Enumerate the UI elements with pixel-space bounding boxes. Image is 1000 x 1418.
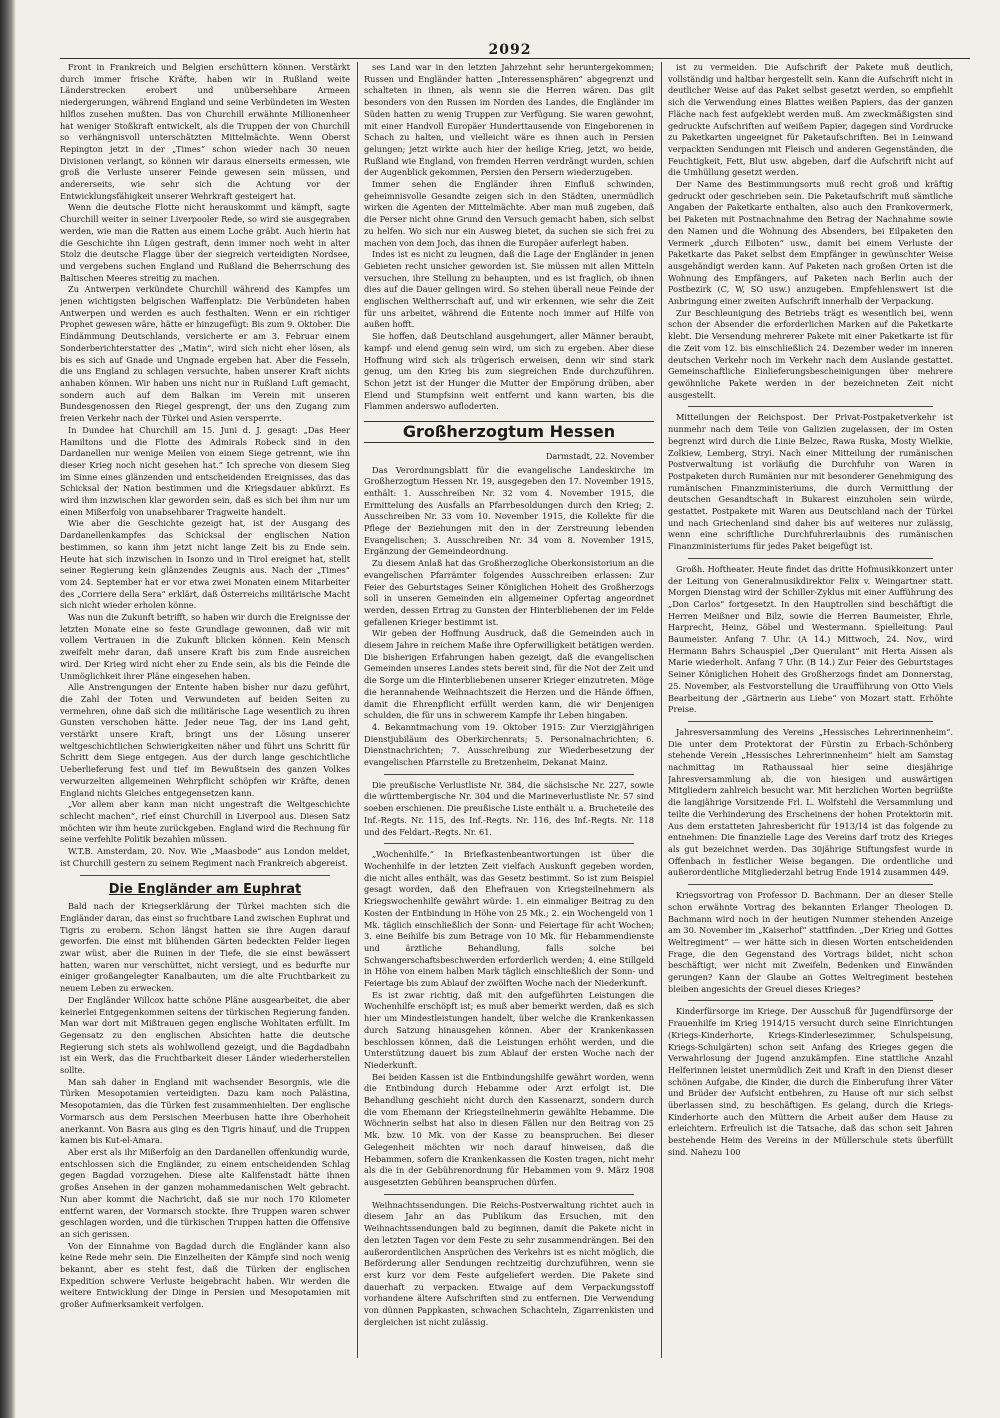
article-paragraph: Alle Anstrengungen der Entente haben bisher nur dazu geführt, die Zahl der Toten und Verwundeten auf beiden Seiten zu vermehren, ohne daß sich die militärische Lage wesentlich zu ihren Gunsten verschoben hätte. Jeder neue Tag, der ins Land geht, verstärkt unsere Kraft, bringt uns der Lösung unserer weltgeschichtlichen Schwierigkeiten näher und führt uns Schritt für Schritt dem Siege entgegen. Aus der durch lange geschichtliche Ueberlieferung fest und tief im Bewußtsein des ganzen Volkes verwurzelten allgemeinen Wehrpflicht schöpfen wir Kräfte, denen England nichts Gleiches entgegensetzen kann. bbox=[60, 682, 350, 798]
section-rule bbox=[688, 558, 933, 559]
notice-lehrerinnenheim: Jahresversammlung des Vereins „Hessisches Lehrerinnenheim“. Die unter dem Protektorat der Fürstin zu Erbach-Schönberg stehende Verein „Hessisches Lehrerinnenheim“ hielt am Samstag nachmittag im Rathaussaal hier seine diesjährige Jahresversammlung ab, die von hiesigen und auswärtigen Mitgliedern zahlreich besucht war. Mit herzlichen Worten begrüßte die langjährige Vorsitzende Frl. L. Wolfstehl die Versammlung und teilte die Verhinderung des Erscheinens der hohen Protektorin mit. Aus dem erstatteten Jahresbericht für 1913/14 ist das folgende zu entnehmen: Die finanzielle Lage des Vereins darf trotz des Krieges als gut bezeichnet werden. Das 30jährige Stiftungsfest wurde in Offenbach in festlicher Weise begangen. Die ordentliche und außerordentliche Mitgliederzahl betrug Ende 1914 zusammen 449. bbox=[668, 726, 953, 878]
article-paragraph: ist zu vermeiden. Die Aufschrift der Pakete muß deutlich, vollständig und haltbar hergestellt sein. Kann die Aufschrift nicht in deutlicher Weise auf das Paket selbst gesetzt werden, so empfiehlt sich die Verwendung eines Blattes weißen Papiers, das der ganzen Fläche nach fest aufgeklebt werden muß. Am zweckmäßigsten sind gedruckte Aufschriften auf weißem Papier, dagegen sind Vordrucke zu Paketkarten ungeeignet für Paketaufschriften. Bei in Leinwand verpackten Sendungen mit Fleisch und anderen Gegenständen, die Feuchtigkeit, Fett, Blut usw. abgeben, darf die Aufschrift nicht auf die Umhüllung gesetzt werden. bbox=[668, 62, 953, 178]
article-paragraph: Der Name des Bestimmungsorts muß recht groß und kräftig gedruckt oder geschrieben sein. Die Paketaufschrift muß sämtliche Angaben der Paketkarte enthalten, also auch den Frankovermerk, bei Paketen mit Postnachnahme den Betrag der Nachnahme sowie den Namen und die Wohnung des Absenders, bei Eilpaketen den Vermerk „durch Eilboten“ usw., damit bei einem Verluste der Paketkarte das Paket selbst dem Empfänger in gewünschter Weise ausgehändigt werden kann. Auf Paketen nach großen Orten ist die Wohnung des Empfängers, auf Paketen nach Berlin auch der Postbezirk (C, W, SO usw.) anzugeben. Empfehlenswert ist die Anbringung einer zweiten Aufschrift innerhalb der Verpackung. bbox=[668, 179, 953, 307]
section-rule bbox=[688, 884, 933, 885]
page-number: 2092 bbox=[488, 42, 532, 58]
article-paragraph: Bei beiden Kassen ist die Entbindungshilfe gewährt worden, wenn die Entbindung durch Hebamme oder Arzt erfolgt ist. Die Behandlung geschieht nicht durch den Kassenarzt, sondern durch die vom Ehemann der Kriegsteilnehmerin gewählte Hebamme. Die Wöchnerin selbst hat also in diesen Fällen nur den Beitrag von 25 Mk. bzw. 10 Mk. von der Kasse zu beanspruchen. Bei dieser Gelegenheit möchten wir noch darauf hinweisen, daß die Hebammen, sofern die Krankenkassen die Kosten tragen, nicht mehr als die in der Gebührenordnung für Hebammen vom 9. März 1908 ausgesetzten Gebühren beanspruchen dürfen. bbox=[364, 1071, 654, 1187]
column-divider bbox=[661, 62, 662, 1358]
article-paragraph: ses Land war in den letzten Jahrzehnt sehr heruntergekommen; Russen und Engländer hatten „Interessensphären“ abgegrenzt und schalteten in ihnen, als wenn sie die Herren wären. Das gilt besonders von den Russen im Norden des Landes, die Engländer im Süden hatten zu wenig Truppen zur Verfügung. Sie waren gewohnt, mit einer Handvoll Europäer Hunderttausende von Eingeborenen in Schach zu halten, und vielleicht wäre es ihnen auch in Persien gelungen; jetzt wirkte auch hier der heilige Krieg, jetzt, wo beide, Rußland wie England, von fremden Herren verdrängt wurden, schien der Augenblick gekommen, Persien den Persern wiederzugeben. bbox=[364, 62, 654, 178]
article-paragraph: Zur Beschleunigung des Betriebs trägt es wesentlich bei, wenn schon der Absender die erforderlichen Marken auf die Paketkarte klebt. Die Versendung mehrerer Pakete mit einer Paketkarte ist für die Zeit vom 12. bis einschließlich 24. Dezember weder im inneren deutschen Verkehr noch im Verkehr nach dem Auslande gestattet. Gemeinschaftliche Einlieferungsbescheinigungen über mehrere gewöhnliche Pakete werden in der bezeichneten Zeit nicht ausgestellt. bbox=[668, 307, 953, 400]
notice-hoftheater: Großh. Hoftheater. Heute findet das dritte Hofmusikkonzert unter der Leitung von Generalmusikdirektor Felix v. Weingartner statt. Morgen Dienstag wird der Schiller-Zyklus mit einer Aufführung des „Don Carlos“ fortgesetzt. In den Hauptrollen sind beschäftigt die Herren Meißner und Bilz, sowie die Herren Baumeister, Ehrle, Harprecht, Heinz, Göbel und Westermann. Spielleitung: Paul Baumeister. Anfang 7 Uhr. (A 14.) Mittwoch, 24. Nov., wird Hermann Bahrs Schauspiel „Der Querulant“ mit Herta Aissen als Marie wiederholt. Anfang 7 Uhr. (B 14.) Zur Feier des Geburtstages Seiner Königlichen Hoheit des Großherzogs findet am Donnerstag, 25. November, als Festvorstellung die Uraufführung von Otto Viels Bearbeitung der „Gärtnerin aus Liebe“ von Mozart statt. Erhöhte Preise. bbox=[668, 563, 953, 715]
notice-weihnacht: Weihnachtssendungen. Die Reichs-Postverwaltung richtet auch in diesem Jahr an das Publikum das Ersuchen, mit den Weihnachtssendungen bald zu beginnen, damit die Pakete nicht in den letzten Tagen vor dem Feste zu sehr zusammendrängen. Bei den außerordentlichen Ansprüchen des Verkehrs ist es nicht möglich, die Beförderung aller Sendungen rechtzeitig durchzuführen, wenn sie erst kurz vor dem Feste aufgeliefert werden. Die Pakete sind dauerhaft zu verpacken. Etwaige auf dem Verpackungsstoff vorhandene ältere Aufschriften sind zu entfernen. Die Verwendung von dünnen Pappkasten, schwachen Schachteln, Zigarrenkisten und dergleichen ist nicht zulässig. bbox=[364, 1199, 654, 1327]
section-rule bbox=[80, 875, 330, 876]
column-divider bbox=[357, 62, 358, 1358]
article-paragraph: Wenn die deutsche Flotte nicht herauskommt und kämpft, sagte Churchill weiter in seiner Liverpooler Rede, so wird sie ausgegraben werden, wie man die Ratten aus einem Loche gräbt. Auch hierin hat die Geschichte ihn Lügen gestraft, denn immer noch weht in alter Stolz die deutsche Flagge über der siegreich verteidigten Nordsee, und vergebens suchen England und Rußland die Beherrschung des Baltischen Meeres streitig zu machen. bbox=[60, 202, 350, 283]
section-rule bbox=[688, 406, 933, 407]
article-paragraph: Aber erst als ihr Mißerfolg an den Dardanellen offenkundig wurde, entschlossen sich die Engländer, zu einem entscheidenden Schlag gegen Bagdad vorzugehen. Diese alte Kalifenstadt hätte ihnen großes Ansehen in der ganzen mohammedanischen Welt gebracht. Nun aber kommt die Nachricht, daß sie nur noch 170 Kilometer entfernt waren, der Vormarsch stockte. Ihre Truppen waren schwer geschlagen worden, und die türkischen Truppen hatten die Offensive an sich gerissen. bbox=[60, 1146, 350, 1239]
article-paragraph: „Wochenhilfe.“ In Briefkastenbeantwortungen ist über die Wochenhilfe in der letzten Zeit vielfach Auskunft gegeben worden, die nicht alles enthält, was das Gesetz bestimmt. So ist zum Beispiel gesagt worden, daß den Ehefrauen von Kriegsteilnehmern als Kriegswochenhilfe gewährt würde: 1. ein einmaliger Beitrag zu den Kosten der Entbindung in Höhe von 25 Mk.; 2. ein Wochengeld von 1 Mk. täglich einschließlich der Sonn- und Feiertage für acht Wochen; 3. eine Beihilfe bis zum Betrage von 10 Mk. für Hebammendienste und ärztliche Behandlung, falls solche bei Schwangerschaftsbeschwerden erforderlich werden; 4. eine Stillgeld in Höhe von einem halben Mark täglich einschließlich der Sonn- und Feiertage bis zum Ablauf der zwölften Woche nach der Niederkunft. bbox=[364, 849, 654, 989]
article-paragraph: Zu diesem Anlaß hat das Großherzogliche Oberkonsistorium an die evangelischen Pfarrämter folgendes Ausschreiben erlassen: Zur Feier des Geburtstages Seiner Königlichen Hoheit des Großherzogs soll in unseren Gemeinden ein allgemeiner Opfertag angeordnet werden, dessen Ertrag zu Gunsten der Hinterbliebenen der im Felde gefallenen Krieger bestimmt ist. bbox=[364, 558, 654, 627]
column-3 bbox=[668, 62, 953, 1358]
section-rule bbox=[384, 774, 634, 775]
section-rule bbox=[384, 843, 634, 844]
column-1 bbox=[60, 62, 350, 1358]
article-paragraph: Immer sehen die Engländer ihren Einfluß schwinden, geheimnisvolle Gesandte zeigen sich in den Städten, unermüdlich wirken die Agenten der Mittelmächte. Aber man muß zugeben, daß die Perser nicht ohne Grund den Versuch gemacht haben, sich selbst zu helfen. Wo sich nur ein Ausweg bietet, da suchen sie sich frei zu machen von dem Joch, das ihnen die Europäer auferlegt haben. bbox=[364, 179, 654, 248]
column-2 bbox=[364, 62, 654, 1358]
article-paragraph: „Vor allem aber kann man nicht ungestraft die Weltgeschichte schlecht machen“, rief einst Churchill in Liverpool aus. Diesen Satz möchten wir ihm heute zurückgeben. England wird die Rechnung für seine verfehlte Politik bezahlen müssen. bbox=[60, 799, 350, 845]
page-binding-edge bbox=[0, 0, 16, 1418]
notice-bachmann: Kriegsvortrag von Professor D. Bachmann. Der an dieser Stelle schon erwähnte Vortrag des bekannten Erlanger Theologen D. Bachmann wird noch in der heutigen Nummer stehenden Anzeige am 30. November im „Kaiserhof“ stattfinden. „Der Krieg und Gottes Weltregiment“ — wer hätte sich in diesen Worten entscheidenden Frage, die den Gegenstand des Vortrags bildet, nicht schon beschäftigt, wer nicht mit Zweifeln, Bedenken und Einwänden gerungen? Kann der Glaube an Gottes Weltregiment bestehen bleiben angesichts der Greuel dieses Krieges? bbox=[668, 890, 953, 994]
section-rule bbox=[688, 721, 933, 722]
article-paragraph: Es ist zwar richtig, daß mit den aufgeführten Leistungen die Wochenhilfe erschöpft ist; es muß aber bemerkt werden, daß es sich hier um Mindestleistungen handelt, über welche die Krankenkassen durch Satzung hinausgehen können. Aber der Krankenkassen beschlossen können, daß die Leistungen erhöht werden, und die Unterstützung dauert bis zum Ablauf der ersten Woche nach der Niederkunft. bbox=[364, 989, 654, 1070]
headline-hessen: Großherzogtum Hessen bbox=[364, 421, 654, 443]
article-paragraph: Sie hoffen, daß Deutschland ausgehungert, aller Männer beraubt, kampf- und elend genug sein wird, um sich zu ergeben. Aber diese Hoffnung wird sich als trügerisch erweisen, denn wir sind stark genug, um den Krieg bis zum siegreichen Ende durchzuführen. Schon jetzt ist der Hunger die Mutter der Empörung drüben, aber Elend und Stumpfsinn weit entfernt und kann warten, bis die Flammen anderswo aufloderten. bbox=[364, 331, 654, 412]
notice-reichspost: Mitteilungen der Reichspost. Der Privat-Postpaketverkehr ist nunmehr nach dem Teile von Galizien zugelassen, der im Osten begrenzt wird durch die Linie Belzec, Rawa Ruska, Mosty Wielkie, Zolkiew, Lemberg, Stryi. Nach einer Mitteilung der rumänischen Postverwaltung ist vorläufig die Durchfuhr von Waren in Postpaketen durch Rumänien nur mit besonderer Genehmigung des rumänischen Finanzministeriums, die durch Vermittlung der deutschen Gesandtschaft in Bukarest einzuholen sein würde, gestattet. Postpakete mit Waren aus Deutschland nach der Türkei und nach Griechenland sind daher bis auf weiteres nur zulässig, wenn eine schriftliche Durchfuhrerlaubnis des rumänischen Finanzministeriums für jedes Paket beigefügt ist. bbox=[668, 412, 953, 552]
headline-euphrat: Die Engländer am Euphrat bbox=[108, 881, 302, 897]
article-paragraph: Bald nach der Kriegserklärung der Türkei machten sich die Engländer daran, das einst so fruchtbare Land zwischen Euphrat und Tigris zu erobern. Schon längst hatten sie ihre Augen darauf geworfen. Die einst mit blühenden Gärten bedeckten Felder liegen zwar wüst, aber die Ruinen in der Tiefe, die sie einst bewässert hatten, waren nur verschüttet, nicht versiegt, und es bedurfte nur einiger großangelegter Kanalbauten, um die alte Fruchtbarkeit zu neuem Leben zu erwecken. bbox=[60, 901, 350, 994]
article-paragraph: Front in Frankreich und Belgien erschüttern können. Verstärkt durch immer frische Kräfte, haben wir in Rußland weite Länderstrecken erobert und unübersehbare Armeen niedergerungen, während England und seine Verbündeten im Westen hilflos zusehen mußten. Das von Churchill erwähnte Millionenheer hat weniger Stoßkraft entwickelt, als die Truppen der von Churchill so verhängnisvoll unterschätzten Mittelmächte. Wenn Oberst Repington jetzt in der „Times“ schon wieder nach 30 neuen Divisionen verlangt, so können wir daraus einerseits ermessen, wie groß die Verluste unserer Feinde gewesen sein müssen, und andererseits, wie sehr sich die Achtung vor der Entwicklungsfähigkeit unserer Wehrkraft gesteigert hat. bbox=[60, 62, 350, 201]
article-paragraph: Von der Einnahme von Bagdad durch die Engländer kann also keine Rede mehr sein. Die Einzelheiten der Kämpfe sind noch wenig bekannt, aber es steht fest, daß die Türken der englischen Expedition schwere Verluste beigebracht haben. Wir werden die weitere Entwicklung der Dinge in Persien und Mesopotamien mit großer Aufmerksamkeit verfolgen. bbox=[60, 1240, 350, 1310]
article-paragraph: In Dundee hat Churchill am 15. Juni d. J. gesagt: „Das Heer Hamiltons und die Flotte des Admirals Robeck sind in den Dardanellen nur wenige Meilen von einem Siege getrennt, wie ihn dieser Krieg noch nicht gesehen hat.“ Ich spreche von diesem Sieg im Sinne eines glänzenden und entscheidenden Ereignisses, das das Schicksal der Nation bestimmen und die Kriegsdauer abkürzt. Es wird ihm inzwischen klar geworden sein, daß es sich bei ihm nur um einen Mißerfolg von unabsehbarer Tragweite handelt. bbox=[60, 424, 350, 517]
article-paragraph: Was nun die Zukunft betrifft, so haben wir durch die Ereignisse der letzten Monate eine so feste Grundlage gewonnen, daß wir mit vollem Vertrauen in die Zukunft blicken können. Kein Mensch zweifelt mehr daran, daß unsere Kraft bis zum Ende ausreichen wird. Der Krieg wird nicht eher zu Ende sein, als bis die Feinde die Unmöglichkeit ihrer Pläne eingesehen haben. bbox=[60, 612, 350, 681]
notice-verlustliste: Die preußische Verlustliste Nr. 384, die sächsische Nr. 227, sowie die württembergische Nr. 304 und die Marineverlustliste Nr. 57 sind soeben erschienen. Die preußische Liste enthält u. a. Brucheteile des Inf.-Regts. Nr. 115, des Inf.-Regts. Nr. 116, des Inf.-Regts. Nr. 118 und des Feldart.-Regts. Nr. 61. bbox=[364, 779, 654, 837]
notice-kinderfuersorge: Kinderfürsorge im Kriege. Der Ausschuß für Jugendfürsorge der Frauenhilfe im Krieg 1914/15 versucht durch seine Einrichtungen (Kriegs-Kinderhorte, Kriegs-Kinderlesezimmer, Schulspeisung, Kriegs-Schulgärten) schon seit Anfang des Krieges gegen die Verwahrlosung der Jugend anzukämpfen. Eine stattliche Anzahl Helferinnen leistet unermüdlich Zeit und Kraft in den Dienst dieser schönen Aufgabe, die Kinder, die durch die Einberufung ihrer Väter und Brüder der Aufsicht entbehren, zu Hause oft nur sich selbst überlassen sind, zu beschäftigen. Es gelang, durch die Kriegs-Kinderhorte auch den Müttern die Arbeit außer dem Hause zu erleichtern. Erfreulich ist die Tatsache, daß das schon seit Jahren bestehende Heim des Vereins in der Müllerschule stets überfüllt sind. Nahezu 100 bbox=[668, 1006, 953, 1157]
article-paragraph: Man sah daher in England mit wachsender Besorgnis, wie die Türken Mesopotamien verteidigten. Dazu kam noch Palästina, Mesopotamien, das die Türken fest zusammenhielten. Der englische Vormarsch aus dem Persischen Meerbusen hatte ihre Oberhoheit anerkannt. Von Basra aus ging es den Tigris hinauf, und die Truppen kamen bis Kut-el-Amara. bbox=[60, 1076, 350, 1146]
article-paragraph: Das Verordnungsblatt für die evangelische Landeskirche im Großherzogtum Hessen Nr. 19, ausgegeben den 17. November 1915, enthält: 1. Ausschreiben Nr. 32 vom 4. November 1915, die Ermittelung des Ausfalls an Pfarrbesoldungen durch den Krieg; 2. Ausschreiben Nr. 33 vom 10. November 1915, die Kollekte für die Pflege der Beziehungen mit den in der Zerstreuung lebenden Evangelischen; 3. Ausschreiben Nr. 34 vom 8. November 1915, Ergänzung der Gemeindeordnung. bbox=[364, 464, 654, 557]
news-dispatch: W.T.B. Amsterdam, 20. Nov. Wie „Maasbode“ aus London meldet, ist Churchill gestern zu seinem Regiment nach Frankreich abgereist. bbox=[60, 846, 350, 868]
article-paragraph: Indes ist es nicht zu leugnen, daß die Lage der Engländer in jenen Gebieten recht unsicher geworden ist. Sie müssen mit allen Mitteln versuchen, ihre Stellung zu behaupten, und es ist fraglich, ob ihnen dies auf die Dauer gelingen wird. So stehen überall neue Feinde der englischen Weltherrschaft auf, und wir erkennen, wie sehr die Zeit für uns arbeitet, während die Entente noch immer auf Hilfe von außen hofft. bbox=[364, 249, 654, 330]
article-paragraph: Zu Antwerpen verkündete Churchill während des Kampfes um jenen wichtigsten belgischen Waffenplatz: Die Verbündeten haben Antwerpen und werden es auch festhalten. Wenn er ein richtiger Prophet gewesen wäre, hätte er hinzugefügt: Bis zum 9. Oktober. Die Eindämmung Deutschlands, versicherte er am 3. Februar einem Sonderberichterstatter des „Matin“, wird sich nicht eher lösen, als bis es sich auf Gnade und Ungnade ergeben hat. Aber die Fesseln, die uns England zu schlagen versuchte, haben unserer Kraft nichts anhaben können. Wir haben uns nicht nur in Rußland Luft gemacht, sondern auch auf dem Balkan im Verein mit unseren Bundesgenossen den Riegel gesprengt, der uns den Zugang zum freien Verkehr nach der Türkei und Asien versperrte. bbox=[60, 284, 350, 424]
dateline: Darmstadt, 22. November bbox=[545, 450, 654, 461]
header-rule bbox=[60, 58, 970, 59]
article-paragraph: Wie aber die Geschichte gezeigt hat, ist der Ausgang des Dardanellenkampfes das Schicksal der englischen Nation bestimmen, so kann ihm jetzt nicht lange Zeit bis zu Ende sein. Heute hat sich inzwischen in Isonzo und in Tirol ereignet hat, stellt seiner Regierung kein glänzendes Zeugnis aus. Nach der „Times“ vom 24. September hat er vor etwa zwei Monaten einem Mitarbeiter des „Corriere della Sera“ erklärt, daß Österreichs militärische Macht sich nicht wieder erholen könne. bbox=[60, 518, 350, 611]
section-rule bbox=[688, 1000, 933, 1001]
section-rule bbox=[384, 1194, 634, 1195]
article-paragraph: Der Engländer Willcox hatte schöne Pläne ausgearbeitet, die aber keinerlei Entgegenkommen seitens der türkischen Regierung fanden. Man war dort mit Mißtrauen gegen englische Wohltaten erfüllt. Im Gegensatz zu den englischen Absichten hatte die deutsche Regierung sich stets als wohlwollend gezeigt, und die Bagdadbahn ist ein Werk, das die Fruchtbarkeit dieser Länder wiederherstellen sollte. bbox=[60, 994, 350, 1076]
article-paragraph: Wir geben der Hoffnung Ausdruck, daß die Gemeinden auch in diesem Jahre in reichem Maße ihre Opferwilligkeit betätigen werden. Die bisherigen Erfahrungen haben gezeigt, daß die evangelischen Gemeinden unseres Landes stets bereit sind, für die Not der Zeit und die Sorge um die Hinterbliebenen unserer Krieger einzutreten. Möge die herannahende Weihnachtszeit die Herzen und die Hände öffnen, damit die Ehrenpflicht erfüllt werden kann, die wir Denjenigen schulden, die für uns in schwerem Kampfe ihr Leben hingaben. bbox=[364, 628, 654, 721]
article-paragraph: 4. Bekanntmachung vom 19. Oktober 1915: Zur Vierzigjährigen Dienstjubiläum des Oberkirchenrats; 5. Personalnachrichten; 6. Dienstnachrichten; 7. Ausschreibung zur Wiederbesetzung der evangelischen Pfarrstelle zu Bretzenheim, Dekanat Mainz. bbox=[364, 721, 654, 768]
